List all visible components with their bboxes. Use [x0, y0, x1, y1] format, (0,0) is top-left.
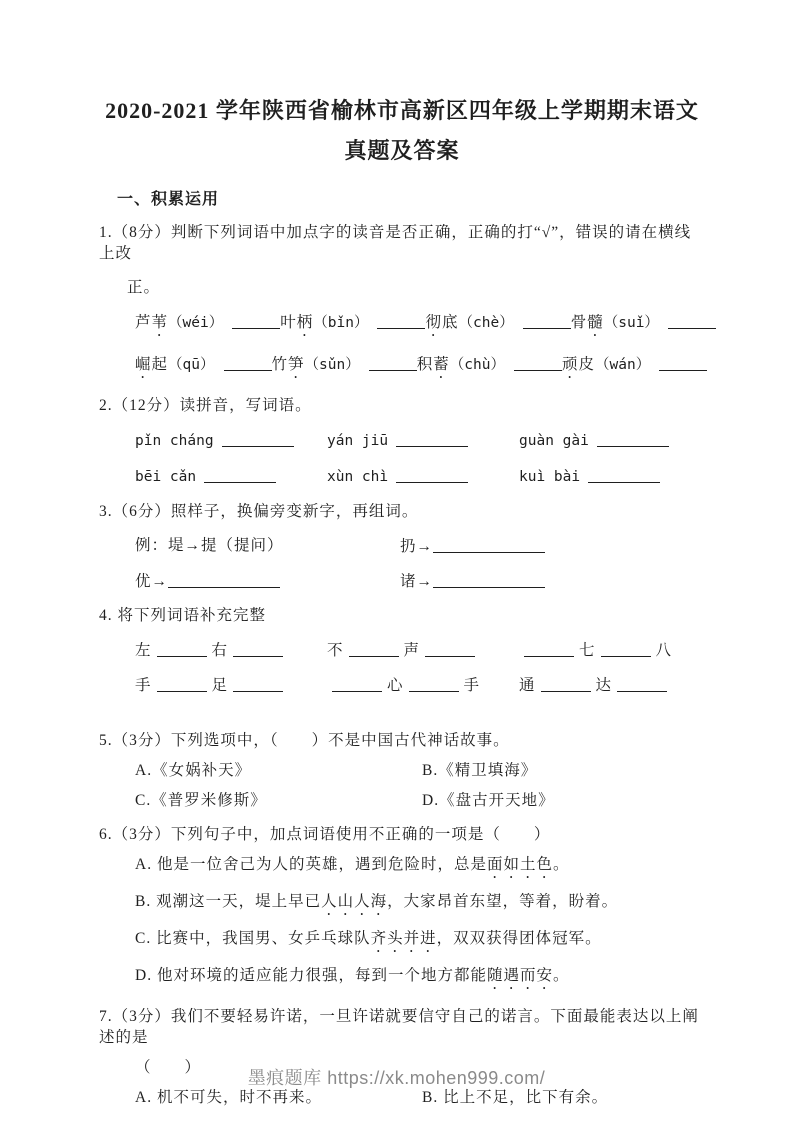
q4-char: 八: [655, 642, 673, 659]
q1-word-dotted: 彻: [425, 314, 442, 331]
q5-lead: 5.（3分）下列选项中，（ ）不是中国古代神话故事。: [99, 732, 510, 749]
q1-lead: 1.（8分）判断下列词语中加点字的读音是否正确，正确的打“√”，错误的请在横线上改: [99, 224, 692, 262]
q4-row2: [135, 674, 705, 696]
q6-option-d: [135, 965, 705, 993]
q1-item-chedi: [425, 311, 570, 340]
q4-answer-blank: [541, 674, 591, 692]
q2-item: [135, 465, 327, 488]
q6-option-a: [135, 854, 705, 882]
q6-option-post: 。: [552, 967, 570, 984]
q4-char: 手: [135, 677, 152, 694]
q6-option-dotted-idiom: 人山人海: [321, 893, 388, 910]
q3-answer-blank: [168, 570, 280, 588]
q4-char: 通: [519, 677, 536, 694]
q1-word-dotted: 柄: [296, 314, 314, 331]
q3-item-you: [135, 570, 400, 592]
q2-answer-blank: [588, 465, 660, 483]
q5-option-a: A.《女娲补天》: [135, 762, 252, 779]
q4-char: 达: [595, 677, 613, 694]
q1-word-dotted: 崛: [135, 356, 152, 373]
q3-row2: [135, 570, 705, 592]
q3-answer-blank: [433, 535, 545, 553]
q4-answer-blank: [601, 639, 651, 657]
q1-pinyin: （suǐ）: [603, 315, 659, 331]
q6-option-dotted-idiom: 齐头并进: [370, 930, 437, 947]
q6-option-post: 。: [552, 856, 570, 873]
q6-lead: 6.（3分）下列句子中，加点词语使用不正确的一项是（ ）: [99, 826, 551, 843]
q4-char: 心: [387, 677, 404, 694]
q4-cell: [519, 639, 705, 661]
q4-cell: [519, 674, 705, 696]
q2-pinyin: pǐn cháng: [135, 433, 214, 449]
q4-answer-blank: [157, 639, 207, 657]
page-title-line2: 真题及答案: [344, 138, 460, 163]
q4-char: 左: [135, 642, 152, 659]
q1-items-row1: [135, 311, 705, 340]
q4-cell: [327, 639, 519, 661]
q1-word-dotted: 髓: [587, 314, 604, 331]
q1-item-luwei: [135, 311, 280, 340]
q5-option-d: D.《盘古开天地》: [422, 792, 555, 809]
q2-item: [327, 429, 519, 452]
q1-pinyin: （chè）: [458, 315, 514, 331]
q1-answer-blank: [377, 311, 425, 329]
q1-word-dotted: 蓄: [433, 356, 450, 373]
q2-pinyin: xùn chì: [327, 469, 389, 485]
q1-answer-blank: [659, 353, 707, 371]
q2-item: [135, 429, 327, 452]
q6-option-pre: B. 观潮这一天，堤上早已: [135, 893, 322, 910]
q1-answer-blank: [232, 311, 280, 329]
q1-word-pre: 积: [416, 356, 434, 373]
section-heading: 一、积累运用: [117, 191, 220, 208]
q6-option-pre: C. 比赛中，我国男、女乒乓球队: [135, 930, 371, 947]
q2-items-row1: [135, 429, 705, 452]
q4-answer-blank: [349, 639, 399, 657]
q1-pinyin: （chù）: [449, 357, 505, 373]
q4-answer-blank: [233, 639, 283, 657]
q5-option-b: B.《精卫填海》: [422, 762, 538, 779]
q3-item-label: 诸→: [400, 573, 434, 590]
q4-char: 不: [327, 642, 344, 659]
q3-row1: [135, 535, 705, 557]
q1-word-dotted: 顽: [561, 356, 579, 373]
q6-option-post: ，双双获得团体冠军。: [436, 930, 602, 947]
q5-options-row1: [135, 760, 705, 781]
q7-options-row: [135, 1087, 705, 1108]
q4-answer-blank: [617, 674, 667, 692]
watermark-site-link: 墨痕题库 https://xk.mohen999.com/: [247, 1068, 546, 1088]
q2-answer-blank: [396, 429, 468, 447]
q4-char: 声: [403, 642, 421, 659]
q2-answer-blank: [204, 465, 276, 483]
q6-option-b: [135, 891, 705, 919]
q1-word-pre: 叶: [280, 314, 297, 331]
q4-cell: [135, 639, 327, 661]
q1-pinyin: （bǐn）: [313, 315, 369, 331]
q1-pinyin: （wán）: [595, 357, 651, 373]
q3-item-label: 扔→: [400, 538, 434, 555]
q2-answer-blank: [597, 429, 669, 447]
q2-lead: 2.（12分）读拼音，写词语。: [99, 397, 312, 414]
q1-word-dotted: 苇: [151, 314, 169, 331]
q4-answer-blank: [233, 674, 283, 692]
q1-answer-blank: [369, 353, 417, 371]
q1-items-row2: [135, 353, 705, 382]
q1-item-gusui: [571, 311, 716, 340]
q7-lead: 7.（3分）我们不要轻易许诺，一旦许诺就要信守自己的诺言。下面最能表达以上阐述的是: [99, 1008, 699, 1046]
q1-word-pre: 骨: [570, 314, 588, 331]
q3-answer-blank: [433, 570, 545, 588]
q4-char: 足: [211, 677, 229, 694]
q1-pinyin: （wéi）: [168, 315, 224, 331]
q4-answer-blank: [524, 639, 574, 657]
q1-lead-cont: 正。: [127, 279, 161, 296]
q1-word-post: 皮: [578, 356, 595, 373]
q6-option-post: ，大家昂首东望，等着，盼着。: [387, 893, 619, 910]
q2-item: [327, 465, 519, 488]
q5-option-c: C.《普罗米修斯》: [135, 792, 267, 809]
q4-answer-blank: [332, 674, 382, 692]
q4-answer-blank: [157, 674, 207, 692]
q4-char: 手: [463, 677, 481, 694]
q1-answer-blank: [668, 311, 716, 329]
q1-answer-blank: [523, 311, 571, 329]
q3-item-label: 优→: [135, 573, 169, 590]
q6-option-pre: A. 他是一位舍己为人的英雄，遇到危险时，总是: [135, 856, 487, 873]
q3-lead: 3.（6分）照样子，换偏旁变新字，再组词。: [99, 503, 419, 520]
q2-pinyin: guàn gài: [519, 433, 589, 449]
q6-option-dotted-idiom: 随遇而安: [486, 967, 553, 984]
q3-item-zhu: [400, 570, 705, 592]
q5-options-row2: [135, 790, 705, 811]
q2-item: [519, 465, 705, 488]
q1-item-yebing: [280, 311, 425, 340]
q4-cell: [135, 674, 327, 696]
q1-item-jixu: [417, 353, 562, 382]
q4-lead: 4. 将下列词语补充完整: [99, 607, 267, 624]
q6-option-pre: D. 他对环境的适应能力很强，每到一个地方都能: [135, 967, 487, 984]
q1-word-pre: 芦: [135, 314, 152, 331]
q3-example: 例：堤→提（提问）: [135, 537, 284, 554]
q2-answer-blank: [222, 429, 294, 447]
q2-item: [519, 429, 705, 452]
q1-word-post: 起: [151, 356, 169, 373]
q7-lead-cont: （ ）: [135, 1059, 202, 1076]
q3-item-reng: [400, 535, 705, 557]
page-title-line1: 2020-2021 学年陕西省榆林市高新区四年级上学期期末语文: [105, 98, 699, 123]
q4-char: 七: [579, 642, 596, 659]
q4-char: 右: [211, 642, 229, 659]
q4-cell: [327, 674, 519, 696]
q4-answer-blank: [409, 674, 459, 692]
q1-word-dotted: 笋: [288, 356, 305, 373]
q6-option-c: [135, 928, 705, 956]
q7-option-a: A. 机不可失，时不再来。: [135, 1089, 322, 1106]
q2-pinyin: bēi cǎn: [135, 469, 197, 485]
q1-item-wanpi: [562, 353, 707, 382]
q2-pinyin: yán jiū: [327, 433, 389, 449]
q6-option-dotted-idiom: 面如土色: [486, 856, 553, 873]
q2-answer-blank: [396, 465, 468, 483]
q7-option-b: B. 比上不足，比下有余。: [422, 1089, 609, 1106]
q2-pinyin: kuì bài: [519, 469, 581, 485]
q1-item-zhusun: [272, 353, 417, 382]
q1-item-jueqi: [135, 353, 272, 382]
q4-row1: [135, 639, 705, 661]
q1-word-post: 底: [441, 314, 459, 331]
q4-answer-blank: [425, 639, 475, 657]
q1-word-pre: 竹: [271, 356, 289, 373]
q1-answer-blank: [514, 353, 562, 371]
q1-pinyin: （qū）: [168, 357, 215, 373]
q1-answer-blank: [224, 353, 272, 371]
q2-items-row2: [135, 465, 705, 488]
q1-pinyin: （sǔn）: [304, 357, 360, 373]
